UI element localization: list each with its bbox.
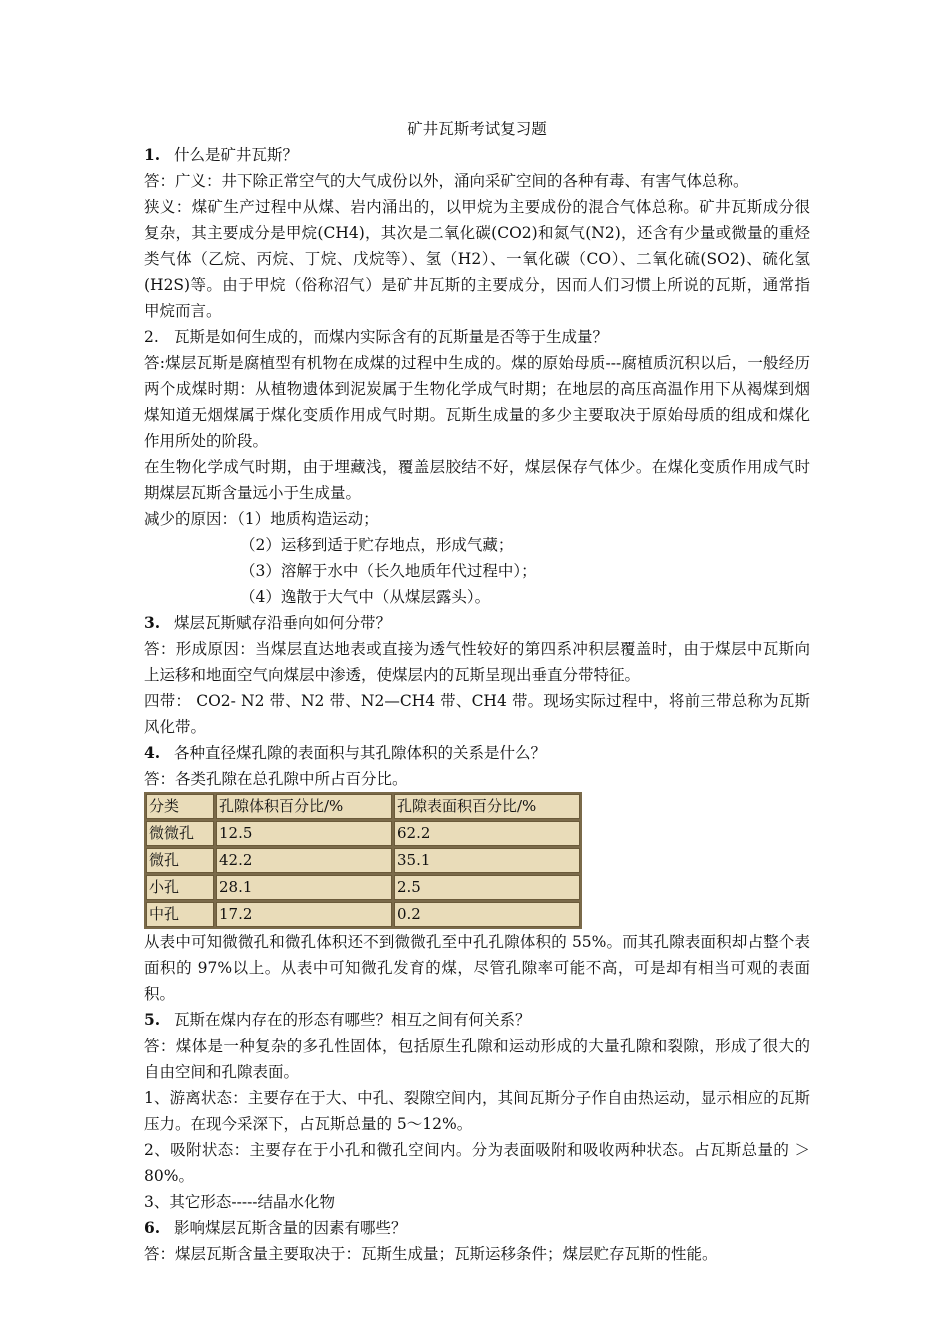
table-row	[146, 821, 580, 846]
table-cell: 17.2	[216, 902, 392, 927]
document-page	[144, 116, 810, 1267]
table-row	[146, 848, 580, 873]
question-number: 2.	[144, 328, 159, 346]
answer-paragraph: 1、游离状态：主要存在于大、中孔、裂隙空间内，其间瓦斯分子作自由热运动，显示相应的瓦斯压力。在现今采深下，占瓦斯总量的 5～12%。	[144, 1089, 810, 1133]
question-text: 瓦斯是如何生成的，而煤内实际含有的瓦斯量是否等于生成量？	[174, 328, 609, 346]
answer-paragraph: 答:煤层瓦斯是腐植型有机物在成煤的过程中生成的。煤的原始母质---腐植质沉积以后，一般经历两个成煤时期：从植物遗体到泥炭属于生物化学成气时期；在地层的高压高温作用下从褐煤到烟煤知道无烟煤属于煤化变质作用成气时期。瓦斯生成量的多少主要取决于原始母质的组成和煤化作用所处的阶段。	[144, 354, 810, 450]
question-1	[144, 142, 810, 168]
table-row	[146, 902, 580, 927]
answer-paragraph: 答：煤层瓦斯含量主要取决于：瓦斯生成量；瓦斯运移条件；煤层贮存瓦斯的性能。	[144, 1245, 718, 1263]
document-title: 矿井瓦斯考试复习题	[407, 120, 547, 138]
table-cell: 微孔	[146, 848, 214, 873]
question-4	[144, 740, 810, 766]
answer-paragraph: 在生物化学成气时期，由于埋藏浅，覆盖层胶结不好，煤层保存气体少。在煤化变质作用成气时期煤层瓦斯含量远小于生成量。	[144, 458, 810, 502]
table-header-cell: 孔隙表面积百分比/%	[394, 794, 580, 819]
answer-paragraph: 从表中可知微微孔和微孔体积还不到微微孔至中孔孔隙体积的 55%。而其孔隙表面积却占整个表面积的 97%以上。从表中可知微孔发育的煤，尽管孔隙率可能不高，可是却有相当可观的表面积。	[144, 933, 810, 1003]
reason-item: （3）溶解于水中（长久地质年代过程中）；	[240, 562, 537, 580]
answer-paragraph: 答：广义：井下除正常空气的大气成份以外，涌向采矿空间的各种有毒、有害气体总称。	[144, 172, 749, 190]
pore-table	[144, 792, 582, 929]
question-3	[144, 610, 810, 636]
table-cell: 0.2	[394, 902, 580, 927]
answer-paragraph: 答：形成原因：当煤层直达地表或直接为透气性较好的第四系冲积层覆盖时，由于煤层中瓦斯向上运移和地面空气向煤层中渗透，使煤层内的瓦斯呈现出垂直分带特征。	[144, 640, 810, 684]
table-cell: 12.5	[216, 821, 392, 846]
table-cell: 35.1	[394, 848, 580, 873]
question-6	[144, 1215, 810, 1241]
question-number: 3.	[144, 613, 161, 632]
answer-paragraph: 答：各类孔隙在总孔隙中所占百分比。	[144, 770, 408, 788]
question-text: 煤层瓦斯赋存沿垂向如何分带？	[174, 614, 392, 632]
table-cell: 小孔	[146, 875, 214, 900]
question-number: 6.	[144, 1218, 161, 1237]
question-number: 5.	[144, 1010, 161, 1029]
question-number: 1.	[144, 145, 161, 164]
question-2	[144, 324, 810, 350]
question-text: 什么是矿井瓦斯？	[174, 146, 299, 164]
table-row	[146, 875, 580, 900]
question-text: 各种直径煤孔隙的表面积与其孔隙体积的关系是什么？	[174, 744, 547, 762]
answer-paragraph: 2、吸附状态：主要存在于小孔和微孔空间内。分为表面吸附和吸收两种状态。占瓦斯总量的 ＞80%。	[144, 1141, 810, 1185]
table-cell: 2.5	[394, 875, 580, 900]
table-header-cell: 孔隙体积百分比/%	[216, 794, 392, 819]
question-5	[144, 1007, 810, 1033]
answer-paragraph: 狭义：煤矿生产过程中从煤、岩内涌出的，以甲烷为主要成份的混合气体总称。矿井瓦斯成分很复杂，其主要成分是甲烷(CH4)，其次是二氧化碳(CO2)和氮气(N2)，还含有少量或微量的重烃类气体（乙烷、丙烷、丁烷、戊烷等）、氢（H2）、一氧化碳（CO）、二氧化硫(SO2)、硫化氢(H2S)等。由于甲烷（俗称沼气）是矿井瓦斯的主要成分，因而人们习惯上所说的瓦斯，通常指甲烷而言。	[144, 198, 810, 320]
table-cell: 中孔	[146, 902, 214, 927]
table-cell: 微微孔	[146, 821, 214, 846]
reason-item: （2）运移到适于贮存地点，形成气藏；	[240, 536, 514, 554]
table-cell: 28.1	[216, 875, 392, 900]
table-cell: 42.2	[216, 848, 392, 873]
table-header-row	[146, 794, 580, 819]
reason-item: （4）逸散于大气中（从煤层露头）。	[240, 588, 491, 606]
question-number: 4.	[144, 743, 161, 762]
question-text: 瓦斯在煤内存在的形态有哪些？相互之间有何关系？	[174, 1011, 531, 1029]
question-text: 影响煤层瓦斯含量的因素有哪些？	[174, 1219, 407, 1237]
table-header-cell: 分类	[146, 794, 214, 819]
answer-paragraph: 答：煤体是一种复杂的多孔性固体，包括原生孔隙和运动形成的大量孔隙和裂隙，形成了很大的自由空间和孔隙表面。	[144, 1037, 810, 1081]
table-cell: 62.2	[394, 821, 580, 846]
reasons-label: 减少的原因：（1）地质构造运动；	[144, 510, 379, 528]
answer-paragraph: 四带： CO2- N2 带、N2 带、N2—CH4 带、CH4 带。现场实际过程中，将前三带总称为瓦斯风化带。	[144, 692, 810, 736]
answer-paragraph: 3、其它形态-----结晶水化物	[144, 1193, 336, 1211]
